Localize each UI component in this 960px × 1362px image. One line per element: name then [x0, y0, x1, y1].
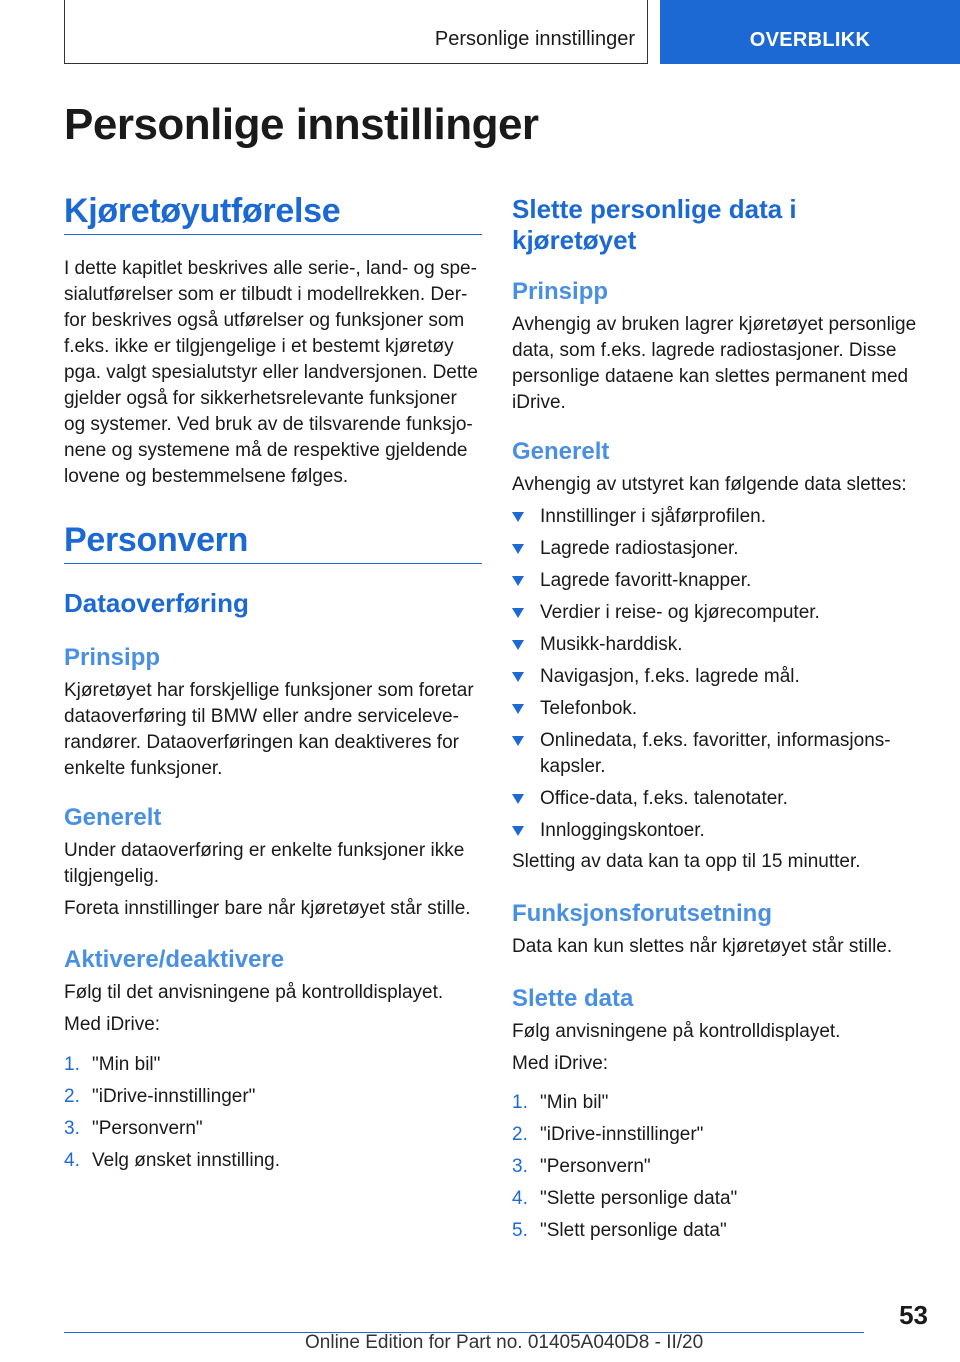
bullet-text: Lagrede radiostasjoner.	[540, 538, 739, 559]
bullet-text: Office-data, f.eks. talenotater.	[540, 788, 788, 809]
text-line: Kjøretøyet har forskjellige funksjoner som foretar	[64, 680, 474, 701]
triangle-bullet-icon	[512, 826, 524, 836]
bullet-text: Musikk-harddisk.	[540, 634, 683, 655]
paragraph-forutsetning: Data kan kun slettes når kjøretøyet står stille.	[512, 936, 893, 957]
heading-funksjonsforutsetning: Funksjonsforutsetning	[512, 900, 772, 927]
bullet-text: Navigasjon, f.eks. lagrede mål.	[540, 666, 800, 687]
bullet-text: kapsler.	[540, 756, 606, 777]
subsection-title-dataoverforing: Dataoverføring	[64, 588, 249, 618]
triangle-bullet-icon	[512, 608, 524, 618]
tab-overblikk-label: OVERBLIKK	[749, 29, 871, 51]
step-text: "Min bil"	[92, 1054, 161, 1075]
text-line: tilgjengelig.	[64, 866, 160, 887]
step-number: 1.	[512, 1092, 528, 1113]
heading-prinsipp: Prinsipp	[512, 278, 609, 305]
text-line: Avhengig av bruken lagrer kjøretøyet personlige	[512, 314, 917, 335]
step-text: "Personvern"	[92, 1118, 203, 1139]
paragraph-sletting: Sletting av data kan ta opp til 15 minutter.	[512, 851, 861, 872]
step-number: 4.	[64, 1150, 80, 1171]
text-line: data, som f.eks. lagrede radiostasjoner. Disse	[512, 340, 897, 361]
bullet-text: Innstillinger i sjåførprofilen.	[540, 506, 766, 527]
step-text: Velg ønsket innstilling.	[92, 1150, 280, 1171]
step-number: 5.	[512, 1220, 528, 1241]
step-number: 3.	[64, 1118, 80, 1139]
title-line: kjøretøyet	[512, 225, 637, 255]
tab-overblikk[interactable]	[660, 0, 960, 64]
heading-prinsipp: Prinsipp	[64, 644, 161, 671]
text-line: og systemer. Ved bruk av de tilsvarende funksjo-	[64, 414, 473, 435]
text-line: f.eks. ikke er tilgjengelige i et bestemt kjøretøy	[64, 336, 454, 357]
header-title: Personlige innstillinger	[434, 28, 635, 50]
paragraph-slette: Følg anvisningene på kontrolldisplayet.	[512, 1021, 841, 1042]
section-rule	[64, 563, 482, 564]
section-rule	[64, 234, 482, 235]
title-line: Slette personlige data i	[512, 194, 797, 224]
text-line: gjelder også for sikkerhetsrelevante funksjoner	[64, 388, 457, 409]
section-title-slette-personlige-data	[512, 194, 797, 256]
heading-slette-data: Slette data	[512, 985, 634, 1012]
triangle-bullet-icon	[512, 704, 524, 714]
paragraph-kjoretoyutforelse	[64, 256, 478, 490]
triangle-bullet-icon	[512, 736, 524, 746]
triangle-bullet-icon	[512, 640, 524, 650]
text-line: for beskrives også utførelser og funksjoner som	[64, 310, 465, 331]
paragraph-prinsipp	[64, 678, 474, 782]
text-line: personlige dataene kan slettes permanent med	[512, 366, 909, 387]
paragraph-generelt-2: Foreta innstillinger bare når kjøretøyet står stille.	[64, 898, 471, 919]
triangle-bullet-icon	[512, 794, 524, 804]
paragraph-generelt: Avhengig av utstyret kan følgende data slettes:	[512, 474, 907, 495]
triangle-bullet-icon	[512, 512, 524, 522]
text-line: sialutførelser som er tilbudt i modellrekken. Der-	[64, 284, 468, 305]
step-number: 1.	[64, 1054, 80, 1075]
section-title-personvern: Personvern	[64, 521, 249, 559]
step-number: 3.	[512, 1156, 528, 1177]
step-text: "Slett personlige data"	[540, 1220, 727, 1241]
text-line: enkelte funksjoner.	[64, 758, 223, 779]
text-line: nene og systemene må de respektive gjeldende	[64, 440, 468, 461]
heading-generelt: Generelt	[64, 804, 162, 831]
footer-edition: Online Edition for Part no. 01405A040D8 - II/20	[305, 1332, 704, 1353]
section-title-kjoretoyutforelse: Kjøretøyutførelse	[64, 192, 341, 230]
text-line: I dette kapitlet beskrives alle serie-, land- og spe-	[64, 258, 477, 279]
bullet-text: Verdier i reise- og kjørecomputer.	[540, 602, 820, 623]
bullet-text: Onlinedata, f.eks. favoritter, informasjons-	[540, 730, 891, 751]
paragraph-med-idrive: Med iDrive:	[512, 1053, 609, 1074]
triangle-bullet-icon	[512, 672, 524, 682]
step-number: 4.	[512, 1188, 528, 1209]
paragraph-med-idrive: Med iDrive:	[64, 1014, 161, 1035]
paragraph-aktivere: Følg til det anvisningene på kontrolldisplayet.	[64, 982, 444, 1003]
step-number: 2.	[64, 1086, 80, 1107]
step-text: "iDrive-innstillinger"	[92, 1086, 256, 1107]
triangle-bullet-icon	[512, 576, 524, 586]
heading-generelt: Generelt	[512, 438, 610, 465]
step-number: 2.	[512, 1124, 528, 1145]
text-line: dataoverføring til BMW eller andre serviceleve-	[64, 706, 459, 727]
bullet-text: Telefonbok.	[540, 698, 638, 719]
paragraph-generelt	[64, 838, 464, 890]
text-line: Under dataoverføring er enkelte funksjoner ikke	[64, 840, 465, 861]
page-title: Personlige innstillinger	[64, 100, 539, 149]
step-text: "iDrive-innstillinger"	[540, 1124, 704, 1145]
bullet-text: Lagrede favoritt-knapper.	[540, 570, 752, 591]
text-line: lovene og bestemmelsene følges.	[64, 466, 349, 487]
header-box	[64, 0, 648, 64]
paragraph-prinsipp	[512, 312, 916, 416]
text-line: iDrive.	[512, 392, 566, 413]
step-text: "Slette personlige data"	[540, 1188, 738, 1209]
text-line: pga. valgt spesialutstyr eller landversjonen. Dette	[64, 362, 479, 383]
page-number: 53	[899, 1300, 928, 1330]
step-text: "Min bil"	[540, 1092, 609, 1113]
step-text: "Personvern"	[540, 1156, 651, 1177]
text-line: randører. Dataoverføringen kan deaktiveres for	[64, 732, 459, 753]
bullet-text: Innloggingskontoer.	[540, 820, 705, 841]
triangle-bullet-icon	[512, 544, 524, 554]
heading-aktivere-deaktivere: Aktivere/deaktivere	[64, 946, 285, 973]
